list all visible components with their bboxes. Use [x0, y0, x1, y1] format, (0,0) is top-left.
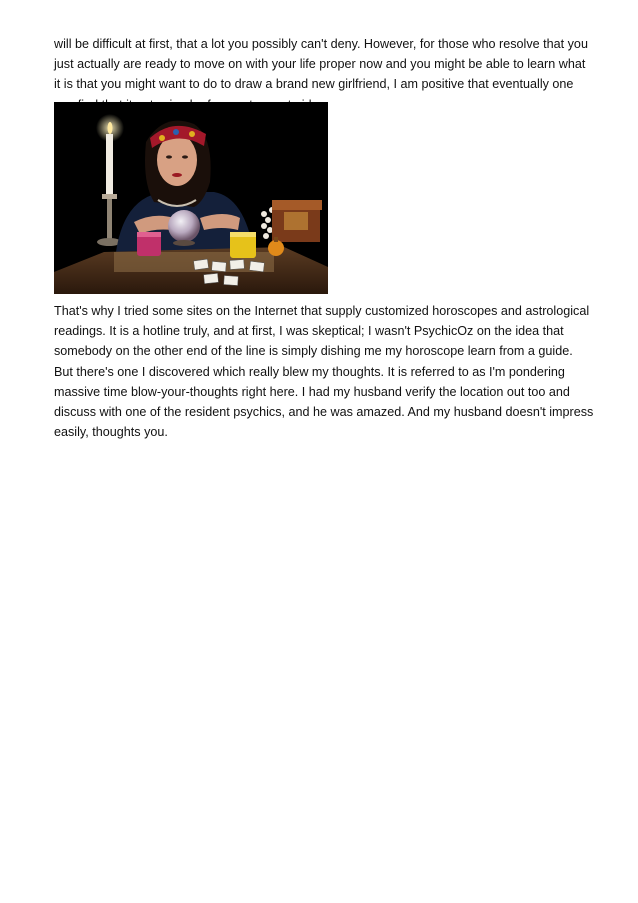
- paragraph-horoscopes: That's why I tried some sites on the Internet that supply customized horoscopes and astrological readings. It is a hotline truly, and at first, I was skeptical; I wasn't PsychicOz on the idea that somebody on the other end of the line is simply dishing me my horoscope learn from a guide. But there's one I discovered which really blew my thoughts. It is referred to as I'm pondering massive time blow-your-thoughts right here. I had my husband verify the location out too and discuss with one of the resident psychics, and he was amazed. And my husband doesn't impress easily, thoughts you.: [54, 304, 594, 440]
- fortune-teller-photo: [54, 102, 328, 294]
- paragraph-intro: will be difficult at first, that a lot you possibly can't deny. However, for those who resolve that you just actually are ready to move on with your life proper now and you might be able to learn what it is that you might want to do to draw a brand new girlfriend, I am positive that eventually one: [54, 37, 588, 92]
- fortune-teller-illustration: [54, 102, 328, 294]
